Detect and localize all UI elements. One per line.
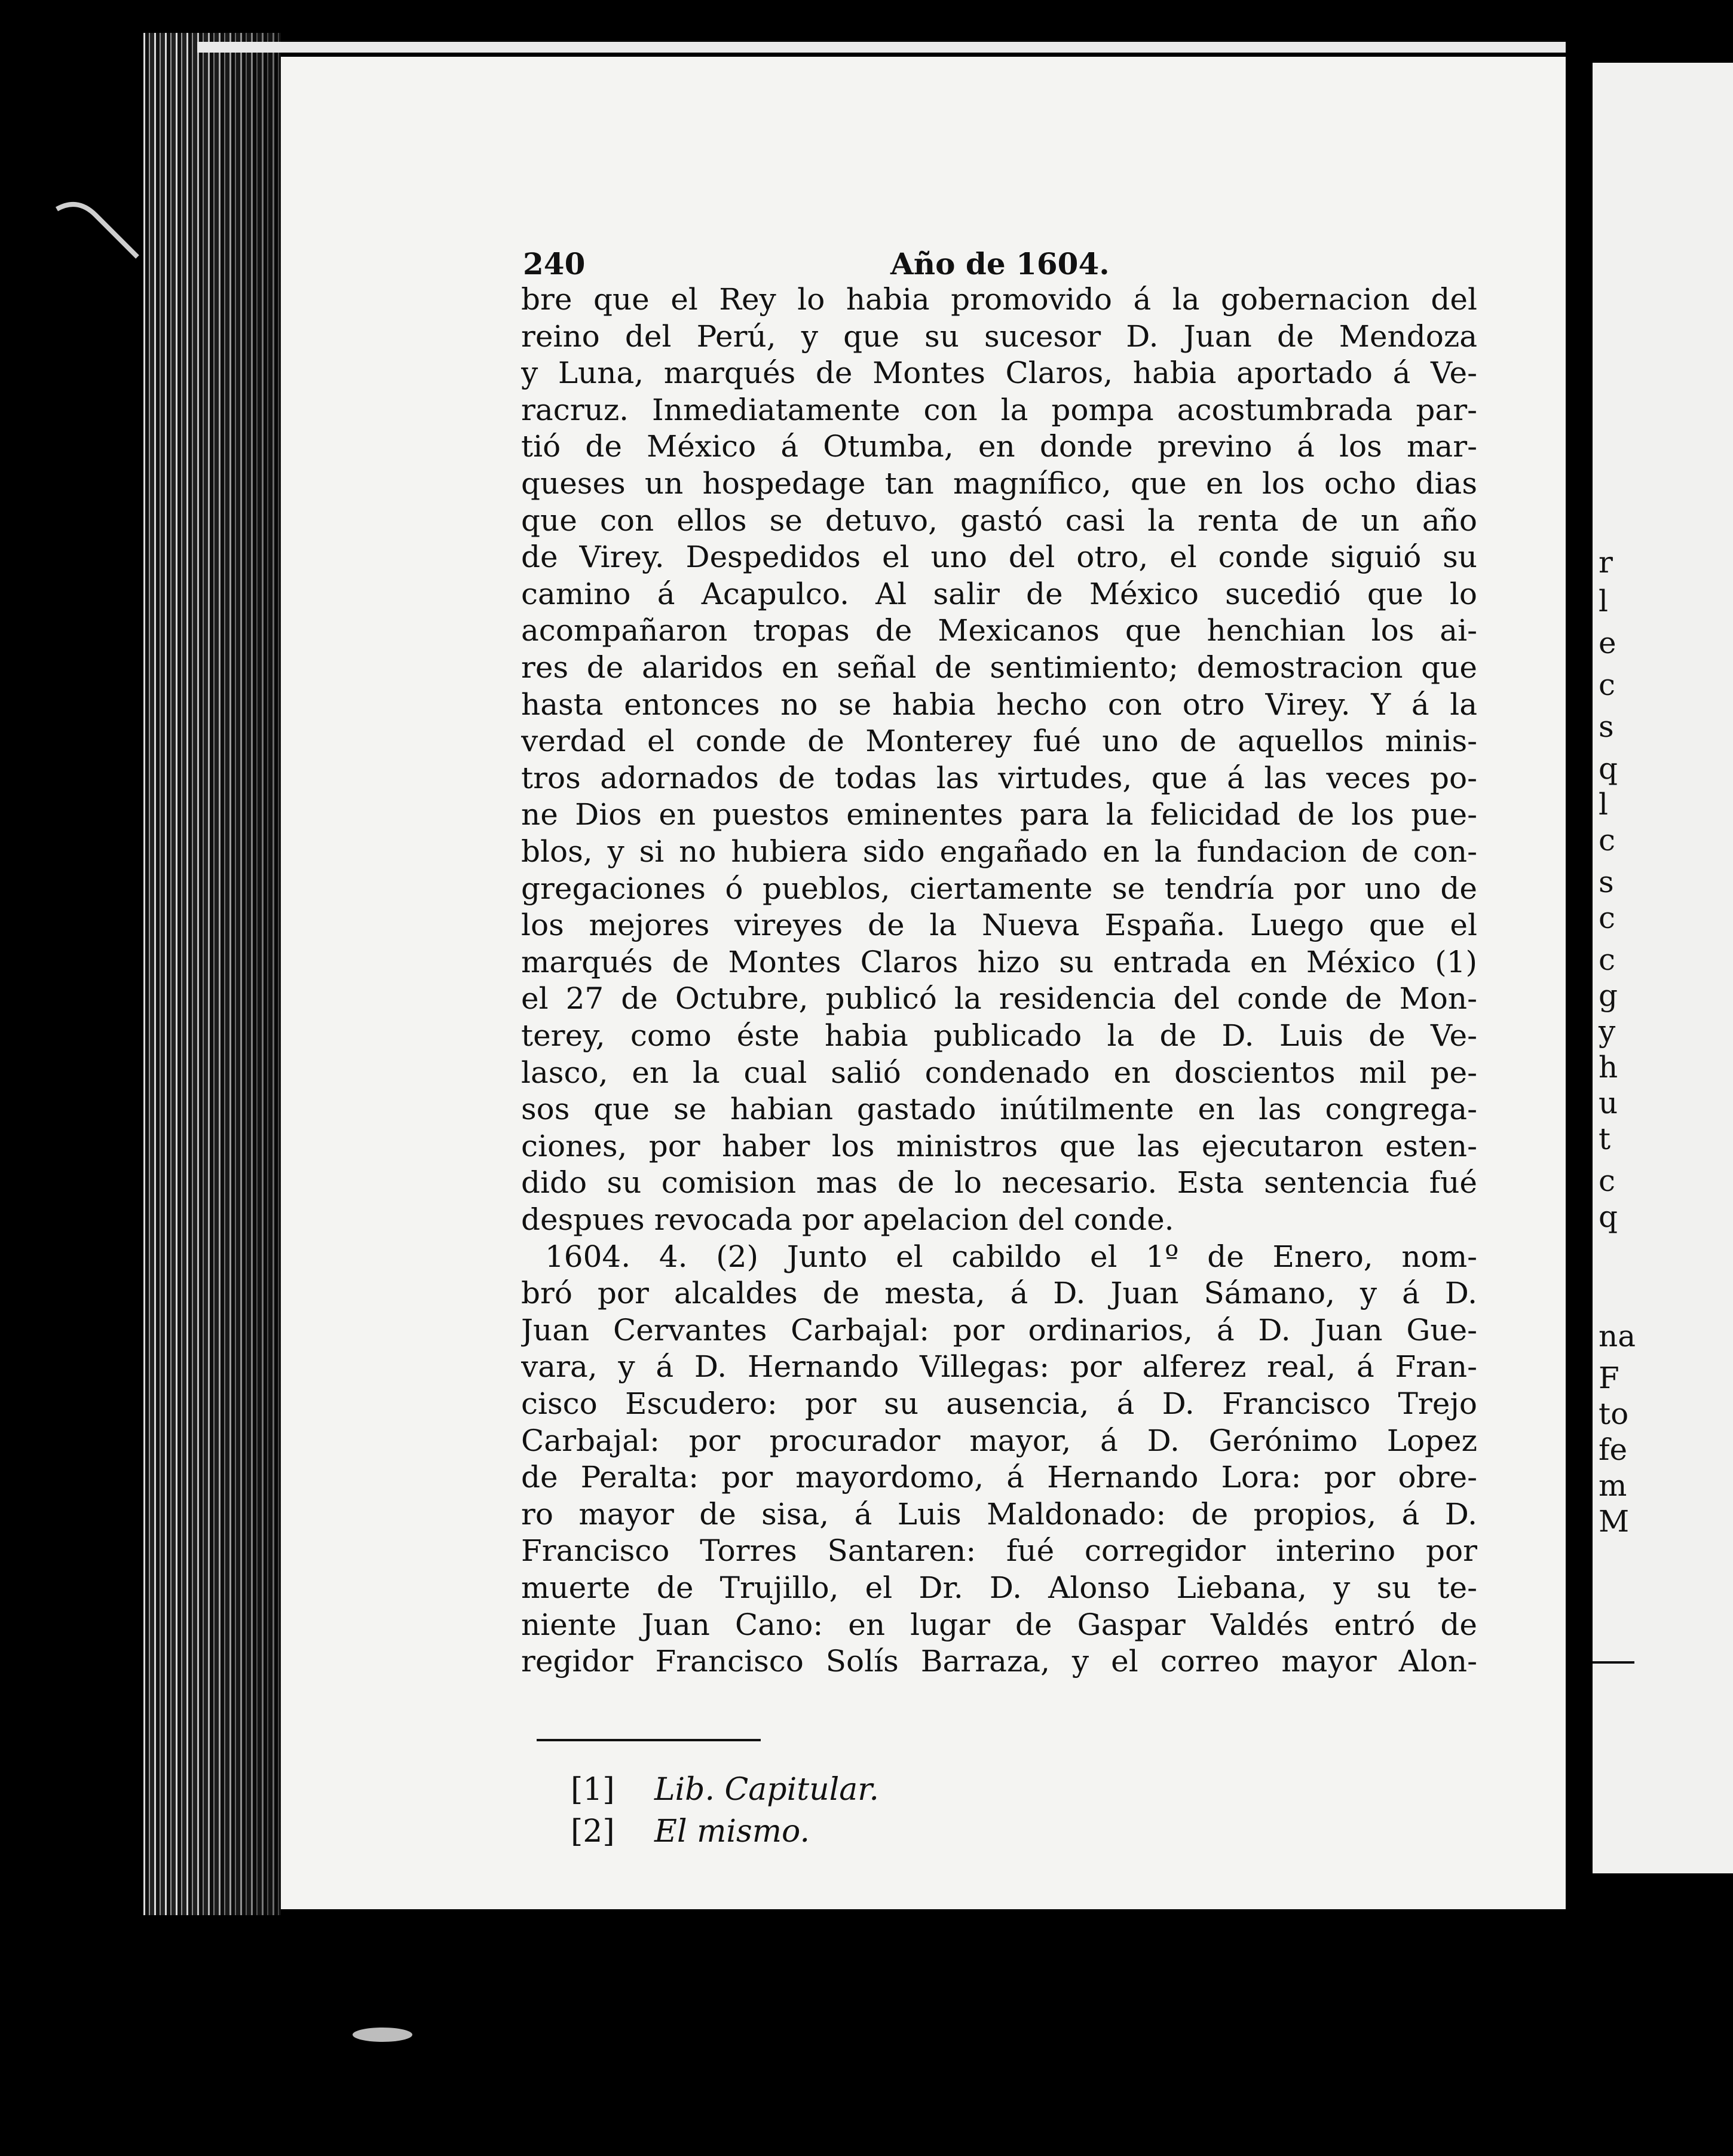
text-line: reino del Perú, y que su sucesor D. Juan de Mendoza — [521, 318, 1477, 354]
text-line: regidor Francisco Solís Barraza, y el correo mayor Alon- — [521, 1644, 1477, 1679]
text-line: los mejores vireyes de la Nueva España. Luego que el — [521, 908, 1477, 943]
facing-page-letter: M — [1599, 1504, 1630, 1539]
facing-page-letter: F — [1599, 1361, 1619, 1395]
text-line: muerte de Trujillo, el Dr. D. Alonso Liebana, y su te- — [521, 1570, 1477, 1605]
facing-page-letter: y — [1599, 1014, 1616, 1049]
footnote-rule — [537, 1739, 761, 1741]
facing-page-letter: c — [1599, 942, 1616, 977]
text-line: el 27 de Octubre, publicó la residencia del conde de Mon- — [521, 981, 1477, 1016]
text-line: verdad el conde de Monterey fué uno de aquellos minis- — [521, 724, 1477, 759]
facing-page-letter: c — [1599, 667, 1616, 702]
facing-page-letter: c — [1599, 1163, 1616, 1198]
text-line: hasta entonces no se habia hecho con otro Virey. Y á la — [521, 687, 1477, 722]
text-line: niente Juan Cano: en lugar de Gaspar Valdés entró de — [521, 1607, 1477, 1642]
facing-page-letter: c — [1599, 901, 1616, 935]
text-line: Carbajal: por procurador mayor, á D. Gerónimo Lopez — [521, 1423, 1477, 1458]
facing-page-letter: q — [1599, 1199, 1618, 1234]
facing-page-letter: g — [1599, 978, 1618, 1013]
facing-page-letter: m — [1599, 1468, 1627, 1503]
footnote — [571, 1811, 810, 1852]
text-line: marqués de Montes Claros hizo su entrada en México (1) — [521, 944, 1477, 979]
footnote — [571, 1769, 879, 1811]
text-line: acompañaron tropas de Mexicanos que henchian los ai- — [521, 613, 1477, 648]
footnote-mark: [2] — [571, 1814, 615, 1849]
text-line: tió de México á Otumba, en donde previno á los mar- — [521, 429, 1477, 464]
text-line: vara, y á D. Hernando Villegas: por alferez real, á Fran- — [521, 1349, 1477, 1385]
facing-page-letter: r — [1599, 545, 1613, 580]
text-line: 1604. 4. (2) Junto el cabildo el 1º de Enero, nom- — [545, 1239, 1477, 1274]
text-line: ne Dios en puestos eminentes para la felicidad de los pue- — [521, 797, 1477, 832]
text-line: blos, y si no hubiera sido engañado en la fundacion de con- — [521, 834, 1477, 869]
text-line: terey, como éste habia publicado la de D. Luis de Ve- — [521, 1018, 1477, 1053]
text-line: ro mayor de sisa, á Luis Maldonado: de propios, á D. — [521, 1496, 1477, 1532]
text-line: de Virey. Despedidos el uno del otro, el conde siguió su — [521, 540, 1477, 575]
footnote-text: Lib. Capitular. — [654, 1772, 879, 1808]
text-line: de Peralta: por mayordomo, á Hernando Lora: por obre- — [521, 1460, 1477, 1495]
page-clip-icon — [54, 197, 143, 263]
facing-page-letter: q — [1599, 751, 1618, 786]
text-line: lasco, en la cual salió condenado en doscientos mil pe- — [521, 1055, 1477, 1090]
facing-page-letter: l — [1599, 584, 1608, 618]
footnote-text: El mismo. — [654, 1814, 810, 1849]
scan-artifact-mark — [347, 2020, 418, 2050]
text-line: gregaciones ó pueblos, ciertamente se tendría por uno de — [521, 871, 1477, 906]
facing-page-letter: to — [1599, 1396, 1629, 1431]
text-line: bró por alcaldes de mesta, á D. Juan Sámano, y á D. — [521, 1276, 1477, 1311]
text-line: ciones, por haber los ministros que las ejecutaron esten- — [521, 1128, 1477, 1163]
text-line: dido su comision mas de lo necesario. Esta sentencia fué — [521, 1165, 1477, 1200]
text-line: camino á Acapulco. Al salir de México sucedió que lo — [521, 576, 1477, 611]
facing-page-letter: s — [1599, 709, 1614, 744]
facing-page-letter: u — [1599, 1086, 1618, 1120]
text-line: despues revocada por apelacion del conde. — [521, 1202, 1174, 1237]
text-line: sos que se habian gastado inútilmente en las congrega- — [521, 1092, 1477, 1127]
text-line: que con ellos se detuvo, gastó casi la renta de un año — [521, 503, 1477, 538]
text-line: res de alaridos en señal de sentimiento; demostracion que — [521, 650, 1477, 685]
top-page-edge — [197, 42, 1566, 53]
facing-page-letter: e — [1599, 626, 1616, 660]
facing-page-letter: t — [1599, 1122, 1611, 1156]
text-line: Juan Cervantes Carbajal: por ordinarios, á D. Juan Gue- — [521, 1312, 1477, 1348]
text-line: racruz. Inmediatamente con la pompa acostumbrada par- — [521, 392, 1477, 427]
text-line: cisco Escudero: por su ausencia, á D. Francisco Trejo — [521, 1386, 1477, 1421]
text-line: Francisco Torres Santaren: fué corregidor interino por — [521, 1533, 1477, 1569]
facing-page-letter: fe — [1599, 1432, 1628, 1467]
facing-page-letter: l — [1599, 787, 1608, 822]
text-line: tros adornados de todas las virtudes, que á las veces po- — [521, 760, 1477, 795]
facing-page-letter: s — [1599, 865, 1614, 899]
running-title: Año de 1604. — [890, 246, 1110, 281]
page-number: 240 — [523, 246, 586, 281]
facing-page-letter: h — [1599, 1050, 1618, 1085]
footnote-mark: [1] — [571, 1772, 615, 1808]
facing-page-fragment — [1593, 63, 1733, 1873]
body-text — [521, 281, 1477, 1679]
facing-page-letter: c — [1599, 823, 1616, 858]
spine-shadow — [179, 33, 281, 1915]
facing-page-letter: na — [1599, 1319, 1636, 1353]
text-line: y Luna, marqués de Montes Claros, habia aportado á Ve- — [521, 356, 1477, 391]
text-line: bre que el Rey lo habia promovido á la gobernacion del — [521, 282, 1477, 317]
text-line: queses un hospedage tan magnífico, que en los ocho dias — [521, 466, 1477, 501]
facing-page-rule — [1593, 1661, 1634, 1664]
